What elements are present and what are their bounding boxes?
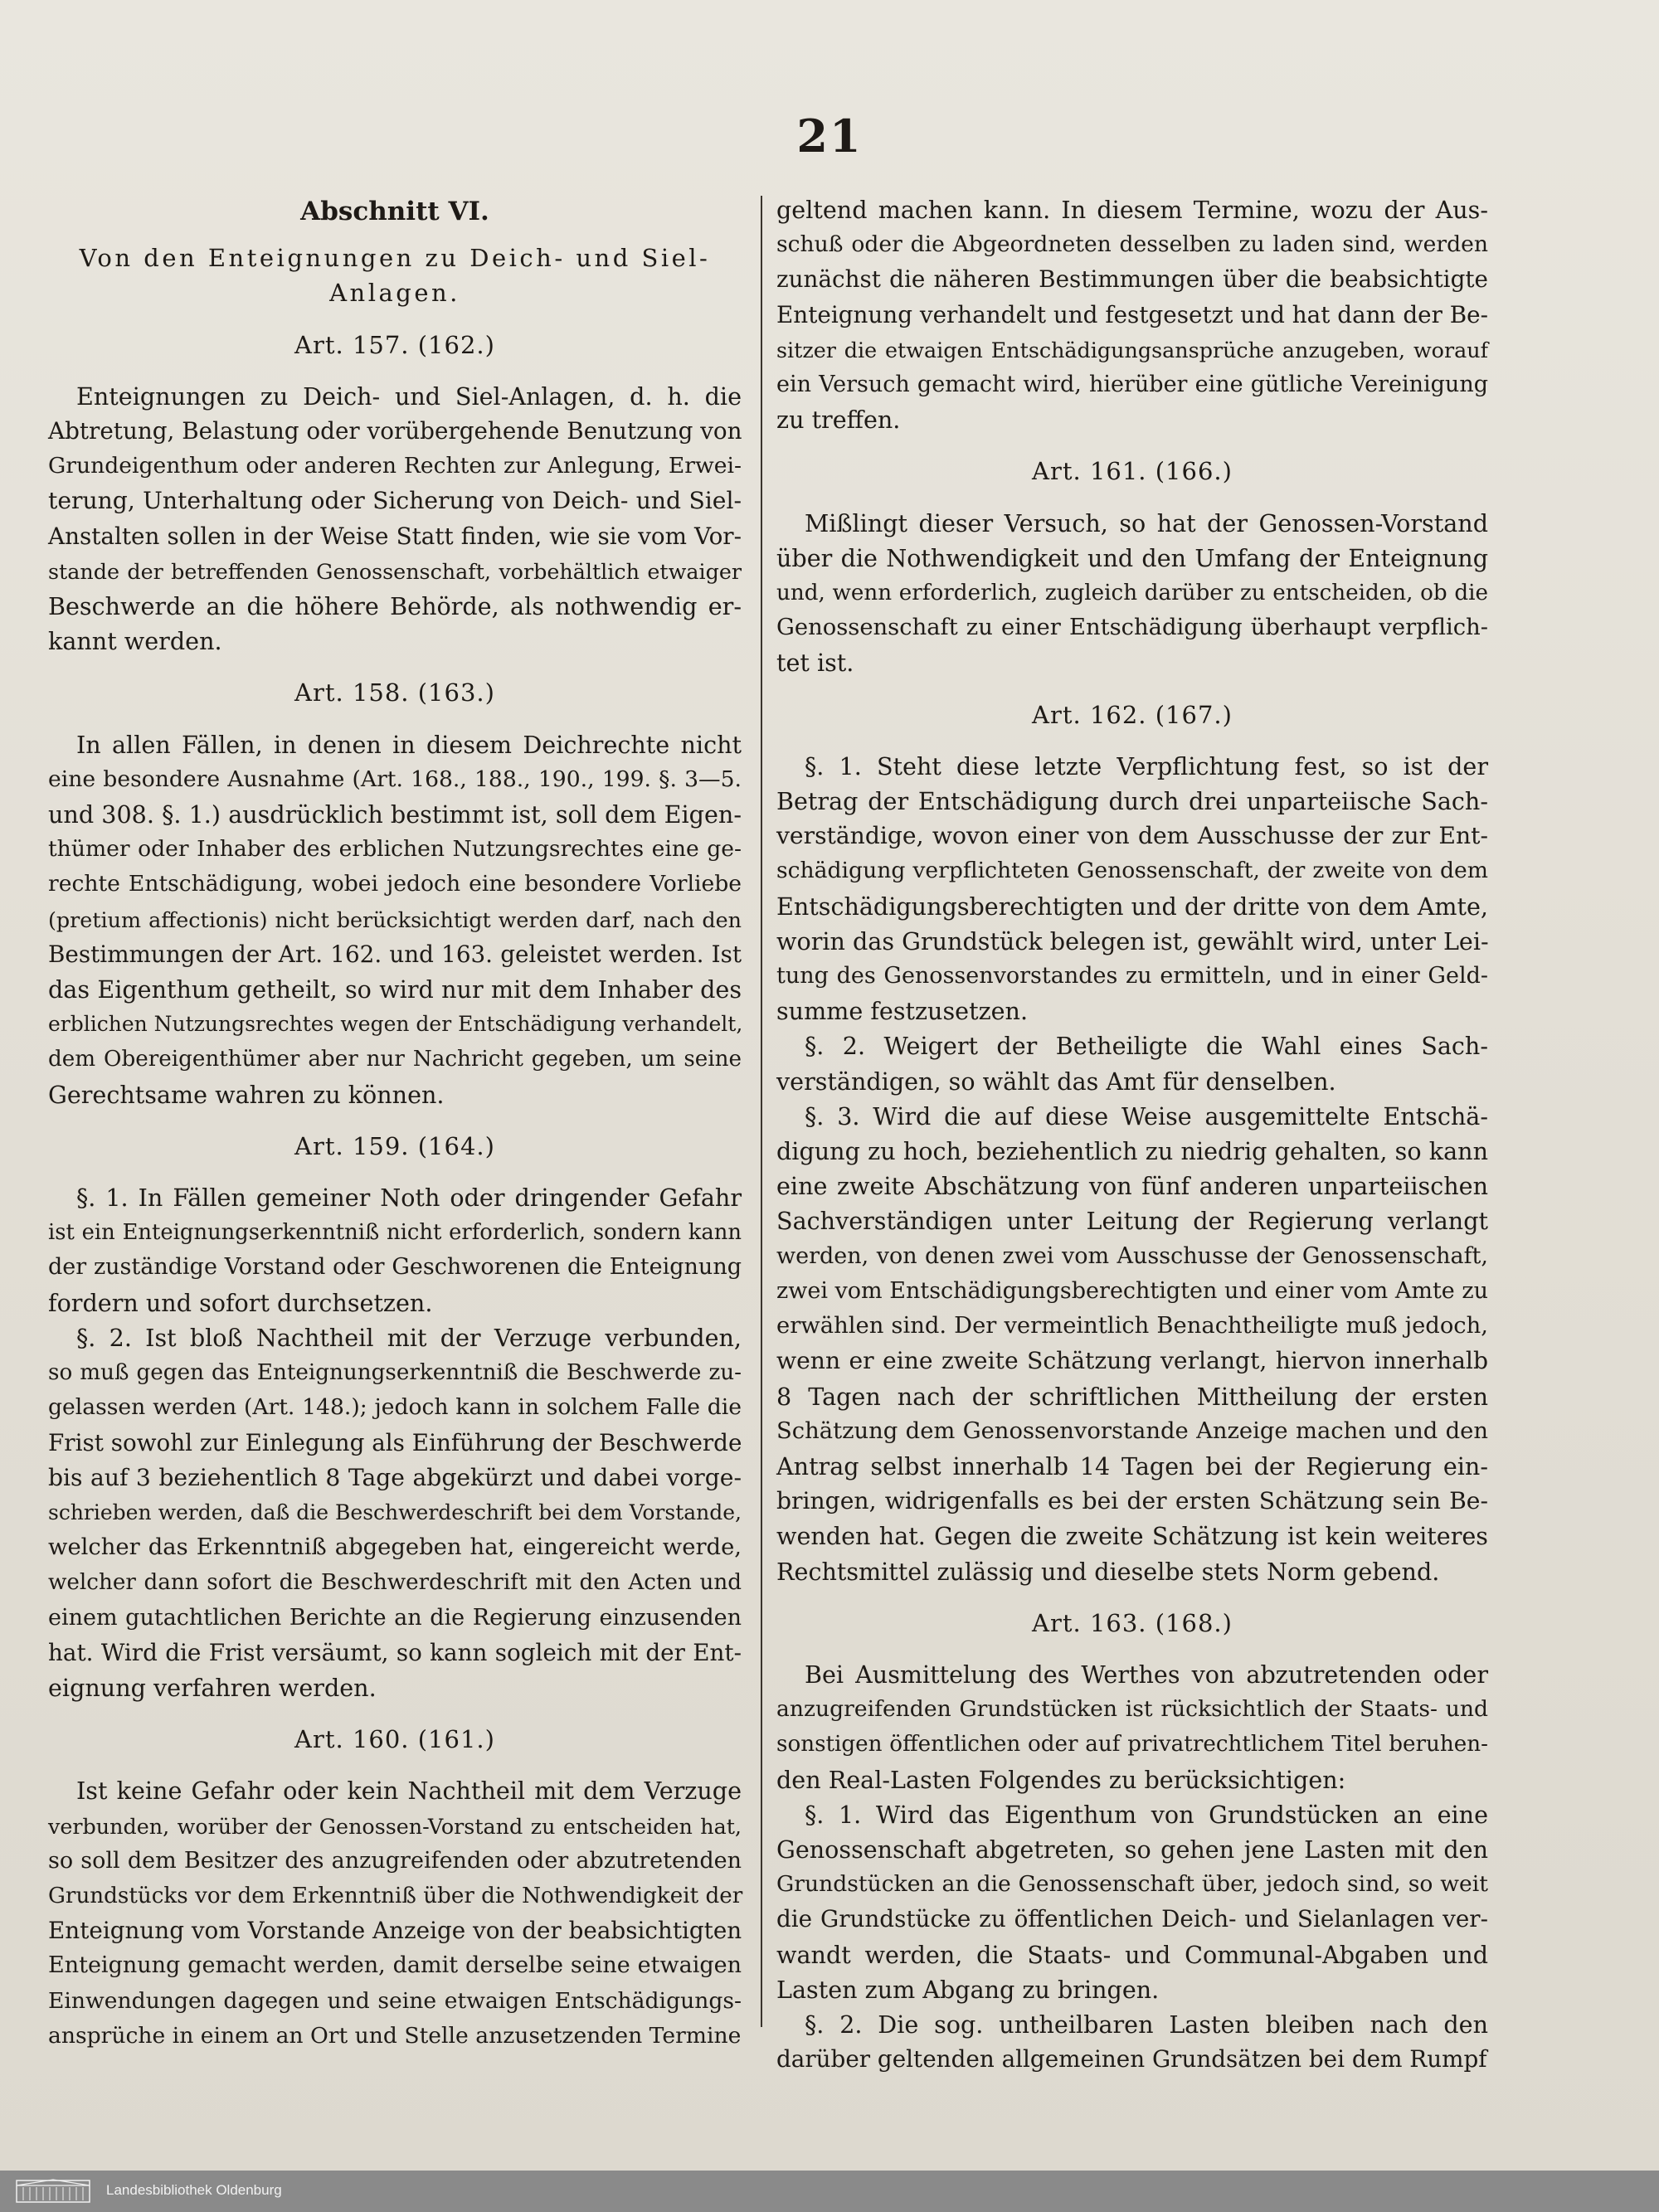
text-line: worin das Grundstück belegen ist, gewählt wird, unter Lei- — [776, 926, 1489, 955]
text-line: eignung verfahren werden. — [48, 1673, 377, 1702]
text-line: Abtretung, Belastung oder vorübergehende Benutzung von — [48, 417, 742, 445]
left-column-body — [48, 328, 742, 2054]
text-line: §. 1. In Fällen gemeiner Noth oder dringender Gefahr — [76, 1184, 742, 1213]
text-line: ansprüche in einem an Ort und Stelle anzusetzenden Termine — [48, 2022, 742, 2049]
text-line: darüber geltenden allgemeinen Grundsätzen bei dem Rumpf — [776, 2045, 1487, 2073]
text-line: In allen Fällen, in denen in diesem Deichrechte nicht — [76, 730, 742, 759]
article-heading: Art. 159. (164.) — [294, 1131, 495, 1160]
left-column — [48, 192, 742, 2050]
text-line: tet ist. — [776, 649, 854, 678]
text-line: über die Nothwendigkeit und den Umfang der Enteignung — [776, 543, 1488, 572]
paragraph — [776, 2007, 1488, 2077]
text-line: fordern und sofort durchsetzen. — [48, 1288, 433, 1317]
section-title-line: Anlagen. — [329, 279, 460, 308]
text-line: schuß oder die Abgeordneten desselben zu laden sind, werden — [776, 231, 1488, 258]
text-line: der zuständige Vorstand oder Geschworenen die Enteignung — [48, 1254, 742, 1281]
text-line: den Real-Lasten Folgendes zu berücksichtigen: — [776, 1765, 1346, 1794]
text-line: Entschädigungsberechtigten und der dritte von dem Amte, — [776, 892, 1488, 921]
column-divider — [761, 196, 762, 2027]
text-line: und, wenn erforderlich, zugleich darüber zu entscheiden, ob die — [776, 581, 1488, 606]
paragraph — [776, 1797, 1488, 2007]
text-line: Enteignung gemacht werden, damit derselbe seine etwaigen — [48, 1952, 742, 1979]
text-line: schädigung verpflichteten Genossenschaft, der zweite von dem — [776, 858, 1488, 884]
text-line: Gerechtsame wahren zu können. — [48, 1080, 445, 1109]
text-line: verbunden, worüber der Genossen-Vorstand zu entscheiden hat, — [48, 1813, 742, 1839]
text-line: Genossenschaft abgetreten, so gehen jene Lasten mit den — [776, 1835, 1488, 1864]
text-line: digung zu hoch, beziehentlich zu niedrig gehalten, so kann — [776, 1137, 1488, 1166]
text-line: zunächst die näheren Bestimmungen über die beabsichtigte — [776, 265, 1488, 294]
text-line: hat. Wird die Frist versäumt, so kann sogleich mit der Ent- — [48, 1638, 742, 1666]
text-line: zwei vom Entschädigungsberechtigten und einer vom Amte zu — [776, 1277, 1488, 1304]
page-number: 21 — [796, 109, 863, 163]
text-line: Bestimmungen der Art. 162. und 163. geleistet werden. Ist — [48, 940, 742, 968]
text-line: Enteignung vom Vorstande Anzeige von der beabsichtigten — [48, 1917, 742, 1945]
paragraph — [48, 727, 742, 1112]
library-building-icon — [13, 2177, 93, 2205]
text-line: §. 3. Wird die auf diese Weise ausgemittelte Entschä- — [805, 1101, 1488, 1130]
text-line: Genossenschaft zu einer Entschädigung überhaupt verpflich- — [776, 615, 1488, 641]
text-line: Einwendungen dagegen und seine etwaigen Entschädigungs- — [48, 1987, 742, 2014]
text-line: geltend machen kann. In diesem Termine, wozu der Aus- — [776, 196, 1488, 224]
text-line: ist ein Enteignungserkenntniß nicht erforderlich, sondern kann — [48, 1220, 742, 1246]
article-heading: Art. 161. (166.) — [1032, 457, 1233, 486]
text-line: und 308. §. 1.) ausdrücklich bestimmt ist, soll dem Eigen- — [48, 800, 742, 829]
text-line: welcher dann sofort die Beschwerdeschrift mit den Acten und — [48, 1570, 742, 1596]
article-heading: Art. 162. (167.) — [1032, 700, 1233, 729]
text-line: stande der betreffenden Genossenschaft, vorbehältlich etwaiger — [48, 558, 742, 584]
text-line: §. 2. Weigert der Betheiligte die Wahl eines Sach- — [805, 1032, 1488, 1061]
text-line: schrieben werden, daß die Beschwerdeschrift bei dem Vorstande, — [48, 1500, 742, 1524]
paragraph — [776, 1657, 1488, 1797]
paragraph — [48, 1180, 742, 1320]
text-line: Beschwerde an die höhere Behörde, als nothwendig er- — [48, 592, 742, 621]
text-line: wenn er eine zweite Schätzung verlangt, hiervon innerhalb — [776, 1347, 1488, 1375]
text-line: kannt werden. — [48, 627, 222, 656]
text-line: Enteignung verhandelt und festgesetzt und hat dann der Be- — [776, 300, 1488, 328]
text-line: Lasten zum Abgang zu bringen. — [776, 1975, 1160, 2004]
text-line: Bei Ausmittelung des Werthes von abzutretenden oder — [805, 1660, 1488, 1689]
text-line: Frist sowohl zur Einlegung als Einführung der Beschwerde — [48, 1428, 742, 1456]
paragraph — [776, 1099, 1488, 1589]
text-line: einem gutachtlichen Berichte an die Regierung einzusenden — [48, 1604, 742, 1631]
text-line: §. 1. Steht diese letzte Verpflichtung fest, so ist der — [805, 751, 1488, 780]
paragraph — [776, 749, 1488, 1029]
text-line: sitzer die etwaigen Entschädigungsansprüche anzugeben, worauf — [776, 337, 1488, 362]
text-line: erwählen sind. Der vermeintlich Benachtheiligte muß jedoch, — [776, 1313, 1488, 1339]
text-line: Mißlingt dieser Versuch, so hat der Genossen-Vorstand — [805, 508, 1488, 537]
right-column-body — [776, 192, 1488, 2077]
paragraph — [48, 1320, 742, 1705]
text-line: Grundstücks vor dem Erkenntniß über die Nothwendigkeit der — [48, 1883, 743, 1908]
text-line: werden, von denen zwei vom Ausschusse der Genossenschaft, — [776, 1242, 1488, 1269]
text-line: eine zweite Abschätzung von fünf anderen unparteiischen — [776, 1172, 1488, 1201]
text-line: verständigen, so wählt das Amt für denselben. — [776, 1067, 1336, 1096]
text-line: Sachverständigen unter Leitung der Regierung verlangt — [776, 1207, 1488, 1236]
text-line: thümer oder Inhaber des erblichen Nutzungsrechtes eine ge- — [48, 836, 742, 863]
paragraph — [776, 1028, 1488, 1098]
text-line: sonstigen öffentlichen oder auf privatrechtlichem Titel beruhen- — [776, 1732, 1488, 1757]
text-line: das Eigenthum getheilt, so wird nur mit dem Inhaber des — [48, 975, 742, 1004]
footer-label: Landesbibliothek Oldenburg — [106, 2182, 282, 2198]
text-line: summe festzusetzen. — [776, 997, 1029, 1026]
paragraph — [48, 1773, 742, 2054]
section-title — [48, 241, 742, 310]
text-line: dem Obereigenthümer aber nur Nachricht gegeben, um seine — [48, 1047, 742, 1072]
text-line: §. 1. Wird das Eigenthum von Grundstücken an eine — [805, 1800, 1488, 1829]
text-line: (pretium affectionis) nicht berücksichtigt werden darf, nach den — [48, 907, 742, 932]
paragraph — [776, 192, 1488, 437]
text-line: wandt werden, die Staats- und Communal-Abgaben und — [776, 1940, 1488, 1969]
text-line: Grundeigenthum oder anderen Rechten zur Anlegung, Erwei- — [48, 453, 742, 479]
text-line: §. 2. Die sog. untheilbaren Lasten bleiben nach den — [805, 2010, 1488, 2039]
text-line: welcher das Erkenntniß abgegeben hat, eingereicht werde, — [48, 1534, 742, 1561]
article-heading: Art. 158. (163.) — [294, 678, 495, 707]
text-line: die Grundstücke zu öffentlichen Deich- und Sielanlagen ver- — [776, 1905, 1488, 1933]
text-line: bringen, widrigenfalls es bei der ersten Schätzung sein Be- — [776, 1487, 1488, 1515]
text-line: 8 Tagen nach der schriftlichen Mittheilung der ersten — [776, 1382, 1488, 1411]
text-line: ein Versuch gemacht wird, hierüber eine gütliche Vereinigung — [776, 372, 1488, 398]
text-line: tung des Genossenvorstandes zu ermitteln, und in einer Geld- — [776, 963, 1488, 989]
footer-bar — [0, 2171, 1659, 2212]
text-line: eine besondere Ausnahme (Art. 168., 188., 190., 199. §. 3—5. — [48, 766, 742, 792]
text-line: Schätzung dem Genossenvorstande Anzeige machen und den — [776, 1417, 1488, 1444]
text-line: erblichen Nutzungsrechtes wegen der Entschädigung verhandelt, — [48, 1012, 743, 1037]
paragraph — [776, 506, 1488, 681]
text-line: anzugreifenden Grundstücken ist rücksichtlich der Staats- und — [776, 1696, 1488, 1723]
article-heading: Art. 160. (161.) — [294, 1725, 495, 1754]
text-line: Grundstücken an die Genossenschaft über, jedoch sind, so weit — [776, 1871, 1488, 1898]
text-line: wenden hat. Gegen die zweite Schätzung ist kein weiteres — [776, 1522, 1488, 1551]
text-line: so muß gegen das Enteignungserkenntniß die Beschwerde zu- — [48, 1360, 742, 1386]
text-line: Antrag selbst innerhalb 14 Tagen bei der Regierung ein- — [776, 1451, 1488, 1480]
text-line: Betrag der Entschädigung durch drei unparteiische Sach- — [776, 787, 1488, 816]
right-column — [776, 192, 1489, 2073]
text-line: zu treffen. — [776, 406, 901, 435]
text-line: verständige, wovon einer von dem Ausschusse der zur Ent- — [776, 822, 1488, 850]
article-heading: Art. 163. (168.) — [1032, 1608, 1233, 1637]
text-line: terung, Unterhaltung oder Sicherung von Deich- und Siel- — [48, 487, 742, 515]
text-line: Anstalten sollen in der Weise Statt finden, wie sie vom Vor- — [48, 522, 742, 550]
text-line: Ist keine Gefahr oder kein Nachtheil mit dem Verzuge — [76, 1777, 742, 1806]
text-line: Rechtsmittel zulässig und dieselbe stets Norm gebend. — [776, 1557, 1440, 1586]
section-title-line: Von den Enteignungen zu Deich- und Siel- — [79, 244, 711, 273]
text-line: so soll dem Besitzer des anzugreifenden oder abzutretenden — [48, 1847, 742, 1874]
paragraph — [48, 379, 742, 659]
text-line: Enteignungen zu Deich- und Siel-Anlagen, d. h. die — [76, 382, 742, 411]
text-line: bis auf 3 beziehentlich 8 Tage abgekürzt und dabei vorge- — [48, 1463, 742, 1491]
article-heading: Art. 157. (162.) — [294, 330, 495, 359]
section-heading: Abschnitt VI. — [300, 197, 489, 226]
text-line: §. 2. Ist bloß Nachtheil mit der Verzuge verbunden, — [76, 1323, 742, 1352]
text-line: gelassen werden (Art. 148.); jedoch kann in solchem Falle die — [48, 1394, 742, 1421]
text-line: rechte Entschädigung, wobei jedoch eine besondere Vorliebe — [48, 871, 742, 897]
